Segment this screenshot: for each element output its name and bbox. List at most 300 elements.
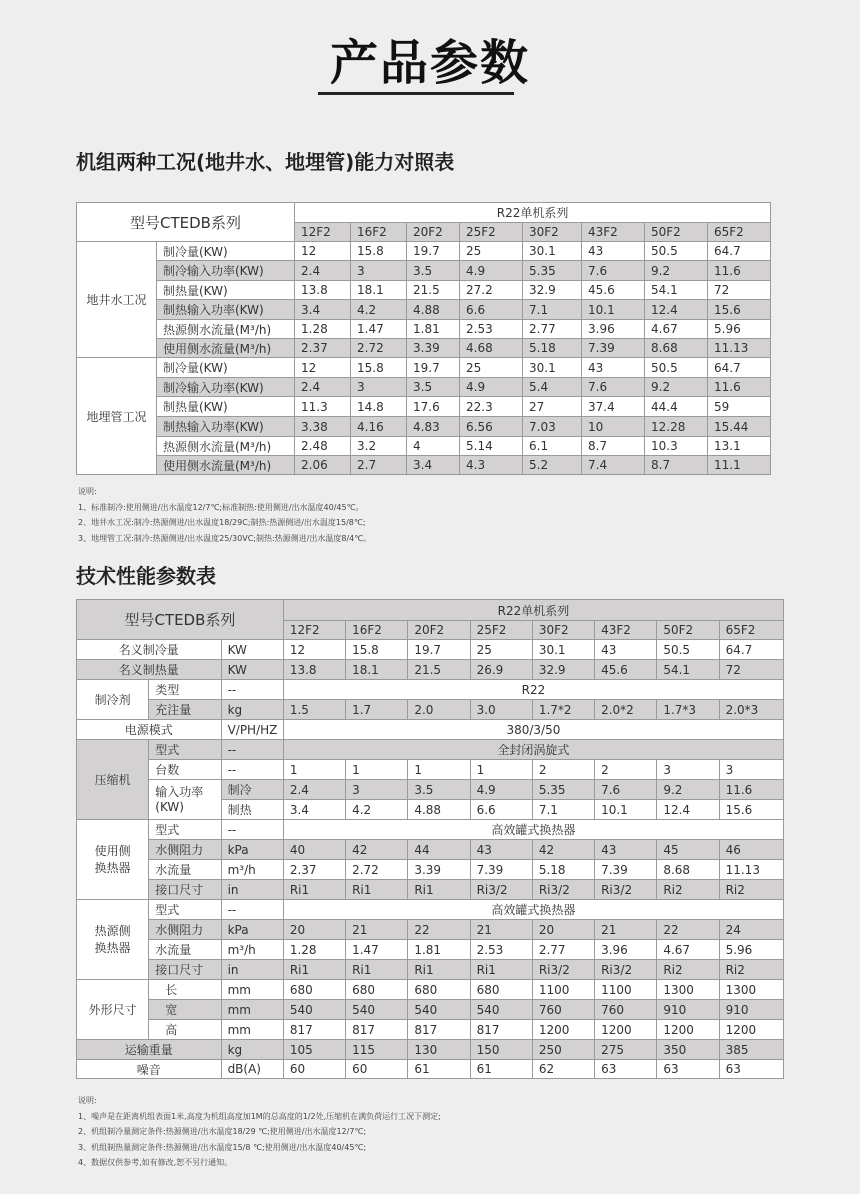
unit-cell: KW: [221, 640, 283, 660]
value-cell: 64.7: [708, 242, 771, 261]
row-label: 型式: [149, 740, 221, 760]
value-cell: 25: [460, 358, 523, 378]
value-cell: Ri1: [346, 880, 408, 900]
unit-cell: in: [221, 960, 283, 980]
table-row: [77, 1040, 784, 1060]
value-cell: 7.6: [582, 378, 645, 397]
parameter-label: 制热量(KW): [157, 281, 295, 300]
value-cell: 1: [346, 760, 408, 780]
value-cell: 50.5: [645, 242, 708, 261]
value-cell: 11.6: [719, 780, 783, 800]
unit-cell: m³/h: [221, 860, 283, 880]
value-cell: 50.5: [645, 358, 708, 378]
value-cell: 43: [595, 840, 657, 860]
value-cell: 11.13: [708, 339, 771, 358]
table2-notes: [78, 1093, 441, 1171]
value-cell: 3.38: [295, 417, 351, 437]
series-label: R22单机系列: [283, 600, 783, 621]
value-cell: 680: [346, 980, 408, 1000]
unit-cell: in: [221, 880, 283, 900]
table-row: [77, 1020, 784, 1040]
value-cell: 5.14: [460, 437, 523, 456]
value-cell: 46: [719, 840, 783, 860]
value-cell: 63: [719, 1060, 783, 1079]
value-cell: Ri2: [657, 960, 719, 980]
value-cell: 3: [351, 261, 407, 281]
value-cell: 43: [582, 358, 645, 378]
value-cell: 2.0*2: [595, 700, 657, 720]
value-cell: Ri3/2: [595, 960, 657, 980]
value-cell: 1.47: [346, 940, 408, 960]
table-row: [77, 261, 771, 281]
table-row: [77, 980, 784, 1000]
value-cell: 350: [657, 1040, 719, 1060]
value-cell: 45: [657, 840, 719, 860]
group-label: 外形尺寸: [77, 980, 149, 1040]
table-row: [77, 940, 784, 960]
value-cell: 3: [719, 760, 783, 780]
value-cell: Ri2: [657, 880, 719, 900]
value-cell: 4.2: [351, 300, 407, 320]
value-cell: 8.68: [645, 339, 708, 358]
value-cell: 44: [408, 840, 470, 860]
unit-cell: mm: [221, 980, 283, 1000]
value-cell: 3: [657, 760, 719, 780]
group-label: 压缩机: [77, 740, 149, 820]
value-cell: 64.7: [719, 640, 783, 660]
row-label: 型式: [149, 820, 221, 840]
value-cell: Ri1: [283, 960, 345, 980]
table-row: [77, 320, 771, 339]
unit-cell: 制热: [221, 800, 283, 820]
table-row: [77, 1060, 784, 1079]
table-row: [77, 378, 771, 397]
value-cell: 27: [523, 397, 582, 417]
value-cell: 20: [283, 920, 345, 940]
value-cell: 30.1: [523, 358, 582, 378]
value-cell: 540: [470, 1000, 532, 1020]
unit-cell: --: [221, 900, 283, 920]
value-cell: 2.48: [295, 437, 351, 456]
value-cell: 54.1: [657, 660, 719, 680]
value-cell: 817: [408, 1020, 470, 1040]
unit-cell: kPa: [221, 840, 283, 860]
table-row: [77, 840, 784, 860]
value-cell: 1.7: [346, 700, 408, 720]
value-cell: 1: [470, 760, 532, 780]
row-label: 充注量: [149, 700, 221, 720]
value-cell: 7.4: [582, 456, 645, 475]
model-header: 30F2: [532, 621, 594, 640]
value-cell: 2.53: [460, 320, 523, 339]
merged-value-cell: 高效罐式换热器: [283, 820, 783, 840]
value-cell: 11.6: [708, 261, 771, 281]
value-cell: 3.39: [408, 860, 470, 880]
value-cell: 6.1: [523, 437, 582, 456]
value-cell: 1: [283, 760, 345, 780]
parameter-label: 制热量(KW): [157, 397, 295, 417]
value-cell: Ri2: [719, 880, 783, 900]
value-cell: 5.35: [532, 780, 594, 800]
value-cell: 2.77: [523, 320, 582, 339]
note-line: 2、地井水工况:制冷:热源侧进/出水温度18/29C;制热:热源侧进/出水温度15/8℃;: [78, 518, 366, 527]
value-cell: 2.4: [295, 261, 351, 281]
row-label: 水侧阻力: [149, 840, 221, 860]
value-cell: 43: [470, 840, 532, 860]
merged-value-cell: 全封闭涡旋式: [283, 740, 783, 760]
value-cell: 3: [346, 780, 408, 800]
value-cell: 8.7: [645, 456, 708, 475]
value-cell: 817: [283, 1020, 345, 1040]
value-cell: 6.56: [460, 417, 523, 437]
value-cell: 13.8: [295, 281, 351, 300]
value-cell: 25: [460, 242, 523, 261]
table-row: [77, 600, 784, 621]
value-cell: 13.8: [283, 660, 345, 680]
value-cell: 18.1: [346, 660, 408, 680]
model-header: 20F2: [408, 621, 470, 640]
value-cell: 1.47: [351, 320, 407, 339]
model-header: 50F2: [657, 621, 719, 640]
unit-cell: --: [221, 820, 283, 840]
value-cell: 3.4: [407, 456, 460, 475]
value-cell: 5.96: [719, 940, 783, 960]
value-cell: 3.4: [295, 300, 351, 320]
value-cell: 4.2: [346, 800, 408, 820]
value-cell: 12.28: [645, 417, 708, 437]
row-label: 接口尺寸: [149, 960, 221, 980]
value-cell: 63: [595, 1060, 657, 1079]
value-cell: 7.39: [595, 860, 657, 880]
value-cell: 1.28: [283, 940, 345, 960]
value-cell: 5.18: [523, 339, 582, 358]
value-cell: 3.4: [283, 800, 345, 820]
value-cell: 4.16: [351, 417, 407, 437]
value-cell: 1200: [595, 1020, 657, 1040]
value-cell: 63: [657, 1060, 719, 1079]
table-row: [77, 640, 784, 660]
model-header: 50F2: [645, 223, 708, 242]
parameter-label: 使用侧水流量(M³/h): [157, 339, 295, 358]
table-row: [77, 900, 784, 920]
value-cell: 910: [719, 1000, 783, 1020]
value-cell: 250: [532, 1040, 594, 1060]
merged-value-cell: 高效罐式换热器: [283, 900, 783, 920]
value-cell: 27.2: [460, 281, 523, 300]
note-line: 2、机组制冷量测定条件:热源侧进/出水温度18/29 ℃;使用侧进/出水温度12/7℃;: [78, 1127, 367, 1136]
note-line: 1、标准制冷:使用侧进/出水温度12/7℃;标准制热:使用侧进/出水温度40/45℃。: [78, 502, 364, 512]
condition-group-label: 地埋管工况: [77, 358, 157, 475]
group-label: 使用侧换热器: [77, 820, 149, 900]
unit-cell: kg: [221, 1040, 283, 1060]
value-cell: 7.1: [532, 800, 594, 820]
value-cell: 21: [595, 920, 657, 940]
value-cell: 10.3: [645, 437, 708, 456]
value-cell: 15.6: [708, 300, 771, 320]
value-cell: 24: [719, 920, 783, 940]
row-label: 台数: [149, 760, 221, 780]
value-cell: 45.6: [582, 281, 645, 300]
value-cell: 17.6: [407, 397, 460, 417]
value-cell: 760: [532, 1000, 594, 1020]
value-cell: 37.4: [582, 397, 645, 417]
value-cell: 26.9: [470, 660, 532, 680]
unit-cell: KW: [221, 660, 283, 680]
value-cell: 4.3: [460, 456, 523, 475]
value-cell: Ri1: [346, 960, 408, 980]
table1-notes: [78, 484, 371, 546]
value-cell: 25: [470, 640, 532, 660]
value-cell: 18.1: [351, 281, 407, 300]
value-cell: 540: [283, 1000, 345, 1020]
table-row: [77, 920, 784, 940]
table-row: [77, 780, 784, 800]
value-cell: 2: [595, 760, 657, 780]
value-cell: 21.5: [407, 281, 460, 300]
value-cell: 60: [283, 1060, 345, 1079]
row-label: 名义制冷量: [77, 640, 222, 660]
group-label: 制冷剂: [77, 680, 149, 720]
value-cell: Ri3/2: [595, 880, 657, 900]
value-cell: 14.8: [351, 397, 407, 417]
table-row: [77, 456, 771, 475]
value-cell: 1100: [532, 980, 594, 1000]
value-cell: 64.7: [708, 358, 771, 378]
value-cell: 1300: [719, 980, 783, 1000]
value-cell: 3: [351, 378, 407, 397]
value-cell: 760: [595, 1000, 657, 1020]
value-cell: 3.0: [470, 700, 532, 720]
value-cell: 2.53: [470, 940, 532, 960]
value-cell: 4.9: [460, 378, 523, 397]
value-cell: 4.83: [407, 417, 460, 437]
value-cell: 3.96: [582, 320, 645, 339]
value-cell: 20: [532, 920, 594, 940]
note-line: 3、机组制热量测定条件:热源侧进/出水温度15/8 ℃;使用侧进/出水温度40/45℃;: [78, 1142, 367, 1152]
value-cell: 540: [408, 1000, 470, 1020]
value-cell: Ri1: [283, 880, 345, 900]
value-cell: 22.3: [460, 397, 523, 417]
value-cell: 12: [295, 358, 351, 378]
value-cell: 680: [470, 980, 532, 1000]
table-row: [77, 680, 784, 700]
value-cell: 42: [532, 840, 594, 860]
parameter-label: 热源侧水流量(M³/h): [157, 437, 295, 456]
unit-cell: 制冷: [221, 780, 283, 800]
table-row: [77, 960, 784, 980]
table-row: [77, 660, 784, 680]
value-cell: 105: [283, 1040, 345, 1060]
row-label: 型式: [149, 900, 221, 920]
table-row: [77, 242, 771, 261]
value-cell: 11.6: [708, 378, 771, 397]
note-line: 1、噪声是在距离机组表面1米,高度为机组高度加1M的总高度的1/2处,压缩机在满负荷运行工况下测定;: [78, 1111, 441, 1121]
value-cell: 4.88: [407, 300, 460, 320]
value-cell: 1.81: [408, 940, 470, 960]
value-cell: 5.2: [523, 456, 582, 475]
unit-cell: mm: [221, 1000, 283, 1020]
value-cell: 2: [532, 760, 594, 780]
value-cell: 7.6: [595, 780, 657, 800]
unit-cell: mm: [221, 1020, 283, 1040]
unit-cell: V/PH/HZ: [221, 720, 283, 740]
value-cell: 7.39: [582, 339, 645, 358]
value-cell: 4: [407, 437, 460, 456]
value-cell: 15.8: [351, 242, 407, 261]
value-cell: 1: [408, 760, 470, 780]
value-cell: 40: [283, 840, 345, 860]
value-cell: 15.6: [719, 800, 783, 820]
value-cell: 7.03: [523, 417, 582, 437]
value-cell: Ri1: [470, 960, 532, 980]
value-cell: 2.06: [295, 456, 351, 475]
value-cell: 13.1: [708, 437, 771, 456]
value-cell: 7.39: [470, 860, 532, 880]
value-cell: 32.9: [532, 660, 594, 680]
value-cell: 19.7: [407, 358, 460, 378]
page-title: 产品参数: [329, 35, 530, 91]
series-label: R22单机系列: [295, 203, 771, 223]
parameter-label: 制热输入功率(KW): [157, 300, 295, 320]
value-cell: 44.4: [645, 397, 708, 417]
table-row: [77, 700, 784, 720]
model-header: 30F2: [523, 223, 582, 242]
value-cell: 21: [346, 920, 408, 940]
table-row: [77, 740, 784, 760]
row-label: 名义制热量: [77, 660, 222, 680]
value-cell: 62: [532, 1060, 594, 1079]
condition-group-label: 地井水工况: [77, 242, 157, 358]
table-row: [77, 760, 784, 780]
model-series-label: 型号CTEDB系列: [77, 203, 295, 242]
value-cell: 10.1: [582, 300, 645, 320]
table2-heading: 技术性能参数表: [76, 564, 216, 588]
value-cell: 22: [408, 920, 470, 940]
merged-value-cell: 380/3/50: [283, 720, 783, 740]
row-label: 水流量: [149, 940, 221, 960]
value-cell: 1.28: [295, 320, 351, 339]
value-cell: 1.81: [407, 320, 460, 339]
model-header: 12F2: [295, 223, 351, 242]
value-cell: 3.5: [407, 261, 460, 281]
model-header: 12F2: [283, 621, 345, 640]
model-header: 25F2: [470, 621, 532, 640]
model-header: 65F2: [708, 223, 771, 242]
table-row: [77, 203, 771, 223]
row-label: 运输重量: [77, 1040, 222, 1060]
value-cell: 150: [470, 1040, 532, 1060]
value-cell: 19.7: [407, 242, 460, 261]
value-cell: 61: [470, 1060, 532, 1079]
table-row: [77, 860, 784, 880]
value-cell: 4.88: [408, 800, 470, 820]
table-row: [77, 720, 784, 740]
value-cell: 19.7: [408, 640, 470, 660]
value-cell: 3.96: [595, 940, 657, 960]
value-cell: 21.5: [408, 660, 470, 680]
unit-cell: kg: [221, 700, 283, 720]
value-cell: 10.1: [595, 800, 657, 820]
value-cell: 6.6: [460, 300, 523, 320]
value-cell: 43: [595, 640, 657, 660]
note-line: 3、地埋管工况:制冷:热源侧进/出水温度25/30VC;制热:热源侧进/出水温度8/4℃。: [78, 533, 372, 543]
parameter-label: 制冷输入功率(KW): [157, 378, 295, 397]
row-label: 宽: [149, 1000, 221, 1020]
value-cell: 54.1: [645, 281, 708, 300]
value-cell: 7.6: [582, 261, 645, 281]
value-cell: Ri2: [719, 960, 783, 980]
value-cell: 2.72: [346, 860, 408, 880]
merged-value-cell: R22: [283, 680, 783, 700]
table-row: [77, 397, 771, 417]
value-cell: 30.1: [523, 242, 582, 261]
value-cell: 11.13: [719, 860, 783, 880]
value-cell: 45.6: [595, 660, 657, 680]
value-cell: 1300: [657, 980, 719, 1000]
value-cell: 2.0*3: [719, 700, 783, 720]
row-label: 长: [149, 980, 221, 1000]
value-cell: Ri3/2: [532, 880, 594, 900]
table-row: [77, 339, 771, 358]
value-cell: 1.7*2: [532, 700, 594, 720]
value-cell: 4.9: [460, 261, 523, 281]
value-cell: 59: [708, 397, 771, 417]
value-cell: 2.72: [351, 339, 407, 358]
value-cell: 12: [295, 242, 351, 261]
value-cell: 12.4: [645, 300, 708, 320]
parameter-label: 制冷输入功率(KW): [157, 261, 295, 281]
value-cell: 15.8: [351, 358, 407, 378]
row-label: 输入功率(KW): [149, 780, 221, 820]
model-header: 16F2: [346, 621, 408, 640]
value-cell: Ri1: [408, 960, 470, 980]
note-line: 4、数据仅供参考,如有修改,恕不另行通知。: [78, 1158, 233, 1167]
value-cell: 680: [408, 980, 470, 1000]
value-cell: 115: [346, 1040, 408, 1060]
value-cell: 2.4: [295, 378, 351, 397]
value-cell: 9.2: [645, 378, 708, 397]
table-row: [77, 437, 771, 456]
value-cell: 275: [595, 1040, 657, 1060]
value-cell: 61: [408, 1060, 470, 1079]
value-cell: Ri1: [408, 880, 470, 900]
value-cell: 2.4: [283, 780, 345, 800]
value-cell: 42: [346, 840, 408, 860]
value-cell: 72: [719, 660, 783, 680]
value-cell: 4.67: [657, 940, 719, 960]
value-cell: 32.9: [523, 281, 582, 300]
group-label: 热源侧换热器: [77, 900, 149, 980]
value-cell: 4.67: [645, 320, 708, 339]
note-line: 说明:: [78, 1096, 97, 1105]
value-cell: 817: [346, 1020, 408, 1040]
value-cell: 21: [470, 920, 532, 940]
row-label: 水侧阻力: [149, 920, 221, 940]
value-cell: 130: [408, 1040, 470, 1060]
value-cell: 9.2: [657, 780, 719, 800]
value-cell: 817: [470, 1020, 532, 1040]
value-cell: 2.37: [283, 860, 345, 880]
unit-cell: m³/h: [221, 940, 283, 960]
table-row: [77, 820, 784, 840]
parameter-label: 使用侧水流量(M³/h): [157, 456, 295, 475]
row-label: 接口尺寸: [149, 880, 221, 900]
value-cell: 72: [708, 281, 771, 300]
model-header: 20F2: [407, 223, 460, 242]
value-cell: 3.5: [408, 780, 470, 800]
value-cell: 3.2: [351, 437, 407, 456]
unit-cell: --: [221, 680, 283, 700]
